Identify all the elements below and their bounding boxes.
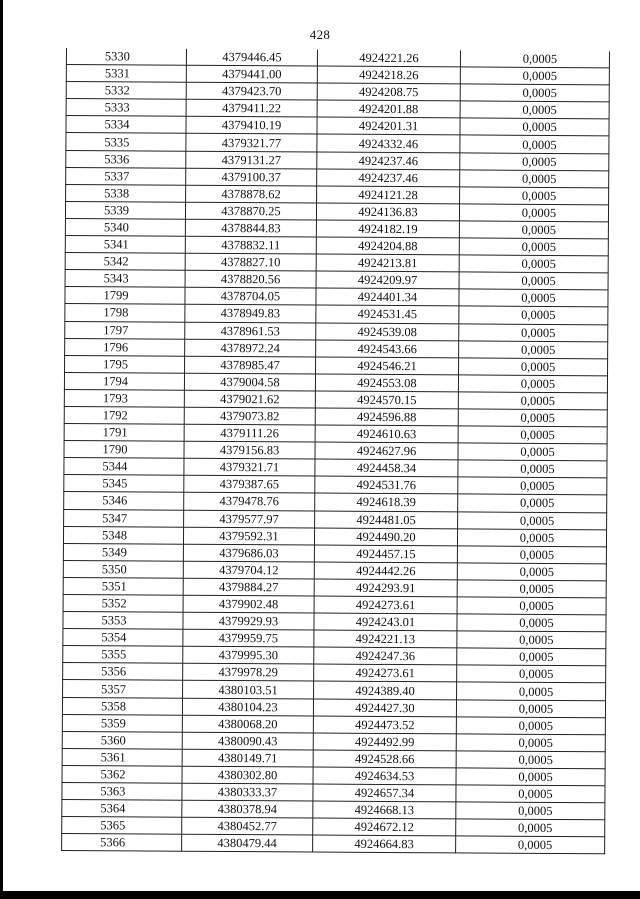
x-coordinate-cell: 4379441.00	[186, 65, 317, 83]
y-coordinate-cell: 4924657.34	[313, 784, 456, 802]
accuracy-cell: 0,0005	[457, 597, 606, 615]
x-coordinate-cell: 4379111.26	[184, 424, 315, 442]
y-coordinate-cell: 4924492.99	[313, 733, 456, 751]
y-coordinate-cell: 4924553.08	[315, 374, 458, 392]
y-coordinate-cell: 4924490.20	[314, 528, 457, 546]
y-coordinate-cell: 4924209.97	[316, 271, 459, 289]
x-coordinate-cell: 4379995.30	[183, 647, 314, 665]
x-coordinate-cell: 4380103.51	[183, 681, 314, 699]
accuracy-cell: 0,0005	[460, 118, 609, 136]
y-coordinate-cell: 4924570.15	[315, 391, 458, 409]
x-coordinate-cell: 4379884.27	[183, 578, 314, 596]
y-coordinate-cell: 4924528.66	[313, 750, 456, 768]
y-coordinate-cell: 4924457.15	[314, 545, 457, 563]
accuracy-cell: 0,0005	[456, 836, 605, 854]
coordinates-table-body	[62, 48, 610, 854]
point-number-cell: 1799	[65, 287, 185, 305]
point-number-cell: 5356	[63, 663, 183, 681]
accuracy-cell: 0,0005	[459, 221, 608, 239]
accuracy-cell: 0,0005	[459, 255, 608, 273]
y-coordinate-cell: 4924182.19	[316, 220, 459, 238]
x-coordinate-cell: 4380090.43	[182, 732, 313, 750]
y-coordinate-cell: 4924634.53	[313, 767, 456, 785]
x-coordinate-cell: 4380378.94	[182, 800, 313, 818]
x-coordinate-cell: 4378704.05	[185, 288, 316, 306]
y-coordinate-cell: 4924442.26	[314, 562, 457, 580]
point-number-cell: 5347	[64, 509, 184, 527]
point-number-cell: 1790	[64, 441, 184, 459]
point-number-cell: 5352	[63, 594, 183, 612]
y-coordinate-cell: 4924389.40	[314, 681, 457, 699]
accuracy-cell: 0,0005	[460, 67, 609, 85]
x-coordinate-cell: 4379321.77	[186, 134, 317, 152]
x-coordinate-cell: 4379321.71	[184, 458, 315, 476]
y-coordinate-cell: 4924221.26	[317, 50, 460, 67]
accuracy-cell: 0,0005	[459, 204, 608, 222]
y-coordinate-cell: 4924293.91	[314, 579, 457, 597]
accuracy-cell: 0,0005	[459, 358, 608, 376]
point-number-cell: 5338	[66, 184, 186, 202]
accuracy-cell: 0,0005	[460, 152, 609, 170]
point-number-cell: 5362	[62, 765, 182, 783]
accuracy-cell: 0,0005	[456, 699, 605, 717]
x-coordinate-cell: 4379592.31	[183, 527, 314, 545]
accuracy-cell: 0,0005	[458, 443, 607, 461]
coordinates-table-container	[61, 48, 609, 855]
y-coordinate-cell: 4924627.96	[315, 442, 458, 460]
x-coordinate-cell: 4379686.03	[183, 544, 314, 562]
scan-left-edge	[0, 0, 3, 899]
y-coordinate-cell: 4924458.34	[315, 459, 458, 477]
x-coordinate-cell: 4379004.58	[184, 373, 315, 391]
accuracy-cell: 0,0005	[460, 187, 609, 205]
point-number-cell: 5357	[63, 680, 183, 698]
point-number-cell: 5346	[64, 492, 184, 510]
y-coordinate-cell: 4924237.46	[317, 169, 460, 187]
y-coordinate-cell: 4924543.66	[316, 340, 459, 358]
x-coordinate-cell: 4379100.37	[186, 168, 317, 186]
point-number-cell: 5363	[62, 783, 182, 801]
x-coordinate-cell: 4379131.27	[186, 151, 317, 169]
point-number-cell: 1797	[65, 321, 185, 339]
point-number-cell: 5361	[62, 748, 182, 766]
point-number-cell: 5355	[63, 646, 183, 664]
accuracy-cell: 0,0005	[460, 50, 609, 68]
x-coordinate-cell: 4379411.22	[186, 100, 317, 118]
point-number-cell: 5366	[62, 834, 182, 852]
table-row	[62, 834, 605, 854]
point-number-cell: 1794	[64, 372, 184, 390]
x-coordinate-cell: 4379446.45	[186, 49, 317, 66]
y-coordinate-cell: 4924243.01	[314, 613, 457, 631]
accuracy-cell: 0,0005	[458, 477, 607, 495]
y-coordinate-cell: 4924204.88	[316, 237, 459, 255]
point-number-cell: 1791	[64, 424, 184, 442]
x-coordinate-cell: 4380302.80	[182, 766, 313, 784]
accuracy-cell: 0,0005	[460, 101, 609, 119]
x-coordinate-cell: 4378878.62	[186, 185, 317, 203]
accuracy-cell: 0,0005	[457, 529, 606, 547]
accuracy-cell: 0,0005	[457, 648, 606, 666]
accuracy-cell: 0,0005	[456, 819, 605, 837]
accuracy-cell: 0,0005	[458, 392, 607, 410]
point-number-cell: 5336	[66, 150, 186, 168]
y-coordinate-cell: 4924531.45	[316, 305, 459, 323]
point-number-cell: 1792	[64, 406, 184, 424]
point-number-cell: 1796	[65, 338, 185, 356]
y-coordinate-cell: 4924201.31	[317, 117, 460, 135]
y-coordinate-cell: 4924273.61	[314, 664, 457, 682]
accuracy-cell: 0,0005	[460, 135, 609, 153]
y-coordinate-cell: 4924273.61	[314, 596, 457, 614]
scan-bottom-edge	[0, 891, 640, 899]
point-number-cell: 5344	[64, 458, 184, 476]
x-coordinate-cell: 4379156.83	[184, 441, 315, 459]
point-number-cell: 5342	[65, 253, 185, 271]
x-coordinate-cell: 4379073.82	[184, 407, 315, 425]
accuracy-cell: 0,0005	[457, 631, 606, 649]
x-coordinate-cell: 4378844.83	[185, 219, 316, 237]
y-coordinate-cell: 4924546.21	[316, 357, 459, 375]
accuracy-cell: 0,0005	[458, 426, 607, 444]
point-number-cell: 5337	[66, 167, 186, 185]
accuracy-cell: 0,0005	[459, 306, 608, 324]
y-coordinate-cell: 4924596.88	[315, 408, 458, 426]
page-number: 428	[309, 27, 331, 42]
point-number-cell: 5339	[65, 201, 185, 219]
x-coordinate-cell: 4379577.97	[184, 510, 315, 528]
x-coordinate-cell: 4380479.44	[182, 835, 313, 853]
point-number-cell: 5341	[65, 236, 185, 254]
x-coordinate-cell: 4380149.71	[182, 749, 313, 767]
y-coordinate-cell: 4924401.34	[316, 288, 459, 306]
accuracy-cell: 0,0005	[459, 238, 608, 256]
x-coordinate-cell: 4379021.62	[184, 390, 315, 408]
accuracy-cell: 0,0005	[457, 546, 606, 564]
point-number-cell: 5343	[65, 270, 185, 288]
accuracy-cell: 0,0005	[458, 460, 607, 478]
x-coordinate-cell: 4380333.37	[182, 783, 313, 801]
y-coordinate-cell: 4924136.83	[316, 203, 459, 221]
point-number-cell: 1793	[64, 389, 184, 407]
accuracy-cell: 0,0005	[456, 734, 605, 752]
y-coordinate-cell: 4924539.08	[316, 323, 459, 341]
y-coordinate-cell: 4924668.13	[313, 801, 456, 819]
accuracy-cell: 0,0005	[457, 580, 606, 598]
point-number-cell: 5364	[62, 800, 182, 818]
accuracy-cell: 0,0005	[459, 323, 608, 341]
x-coordinate-cell: 4380452.77	[182, 817, 313, 835]
x-coordinate-cell: 4378870.25	[185, 202, 316, 220]
coordinates-table	[61, 48, 610, 855]
y-coordinate-cell: 4924427.30	[313, 699, 456, 717]
point-number-cell: 1798	[65, 304, 185, 322]
point-number-cell: 5335	[66, 133, 186, 151]
y-coordinate-cell: 4924237.46	[317, 152, 460, 170]
point-number-cell: 5331	[66, 65, 186, 83]
accuracy-cell: 0,0005	[456, 785, 605, 803]
accuracy-cell: 0,0005	[459, 272, 608, 290]
point-number-cell: 5333	[66, 99, 186, 117]
point-number-cell: 5359	[62, 714, 182, 732]
x-coordinate-cell: 4380068.20	[182, 715, 313, 733]
y-coordinate-cell: 4924213.81	[316, 254, 459, 272]
x-coordinate-cell: 4379959.75	[183, 629, 314, 647]
y-coordinate-cell: 4924618.39	[315, 493, 458, 511]
x-coordinate-cell: 4380104.23	[182, 698, 313, 716]
point-number-cell: 5358	[62, 697, 182, 715]
accuracy-cell: 0,0005	[460, 170, 609, 188]
accuracy-cell: 0,0005	[456, 802, 605, 820]
point-number-cell: 5360	[62, 731, 182, 749]
point-number-cell: 5353	[63, 612, 183, 630]
x-coordinate-cell: 4379387.65	[184, 476, 315, 494]
y-coordinate-cell: 4924247.36	[314, 647, 457, 665]
point-number-cell: 5340	[65, 218, 185, 236]
x-coordinate-cell: 4378820.56	[185, 270, 316, 288]
y-coordinate-cell: 4924664.83	[313, 835, 456, 853]
point-number-cell: 5354	[63, 629, 183, 647]
accuracy-cell: 0,0005	[457, 682, 606, 700]
accuracy-cell: 0,0005	[458, 511, 607, 529]
x-coordinate-cell: 4379902.48	[183, 595, 314, 613]
accuracy-cell: 0,0005	[456, 768, 605, 786]
x-coordinate-cell: 4379478.76	[184, 493, 315, 511]
point-number-cell: 5348	[63, 526, 183, 544]
x-coordinate-cell: 4379704.12	[183, 561, 314, 579]
y-coordinate-cell: 4924481.05	[315, 511, 458, 529]
x-coordinate-cell: 4379929.93	[183, 612, 314, 630]
accuracy-cell: 0,0005	[458, 409, 607, 427]
y-coordinate-cell: 4924201.88	[317, 100, 460, 118]
x-coordinate-cell: 4378985.47	[185, 356, 316, 374]
y-coordinate-cell: 4924531.76	[315, 476, 458, 494]
x-coordinate-cell: 4379978.29	[183, 664, 314, 682]
accuracy-cell: 0,0005	[459, 289, 608, 307]
point-number-cell: 5334	[66, 116, 186, 134]
y-coordinate-cell: 4924221.13	[314, 630, 457, 648]
x-coordinate-cell: 4378832.11	[185, 236, 316, 254]
accuracy-cell: 0,0005	[457, 563, 606, 581]
x-coordinate-cell: 4379410.19	[186, 117, 317, 135]
point-number-cell: 1795	[65, 355, 185, 373]
point-number-cell: 5351	[63, 577, 183, 595]
x-coordinate-cell: 4378949.83	[185, 305, 316, 323]
accuracy-cell: 0,0005	[460, 84, 609, 102]
x-coordinate-cell: 4379423.70	[186, 82, 317, 100]
y-coordinate-cell: 4924121.28	[317, 186, 460, 204]
accuracy-cell: 0,0005	[456, 717, 605, 735]
accuracy-cell: 0,0005	[459, 340, 608, 358]
point-number-cell: 5332	[66, 82, 186, 100]
x-coordinate-cell: 4378972.24	[185, 339, 316, 357]
y-coordinate-cell: 4924610.63	[315, 425, 458, 443]
accuracy-cell: 0,0005	[457, 614, 606, 632]
point-number-cell: 5349	[63, 543, 183, 561]
accuracy-cell: 0,0005	[457, 665, 606, 683]
y-coordinate-cell: 4924218.26	[317, 66, 460, 84]
point-number-cell: 5330	[66, 48, 186, 65]
point-number-cell: 5350	[63, 560, 183, 578]
accuracy-cell: 0,0005	[456, 751, 605, 769]
x-coordinate-cell: 4378827.10	[185, 253, 316, 271]
point-number-cell: 5345	[64, 475, 184, 493]
point-number-cell: 5365	[62, 817, 182, 835]
y-coordinate-cell: 4924672.12	[313, 818, 456, 836]
x-coordinate-cell: 4378961.53	[185, 322, 316, 340]
y-coordinate-cell: 4924332.46	[317, 135, 460, 153]
y-coordinate-cell: 4924208.75	[317, 83, 460, 101]
y-coordinate-cell: 4924473.52	[313, 716, 456, 734]
accuracy-cell: 0,0005	[458, 494, 607, 512]
accuracy-cell: 0,0005	[458, 375, 607, 393]
